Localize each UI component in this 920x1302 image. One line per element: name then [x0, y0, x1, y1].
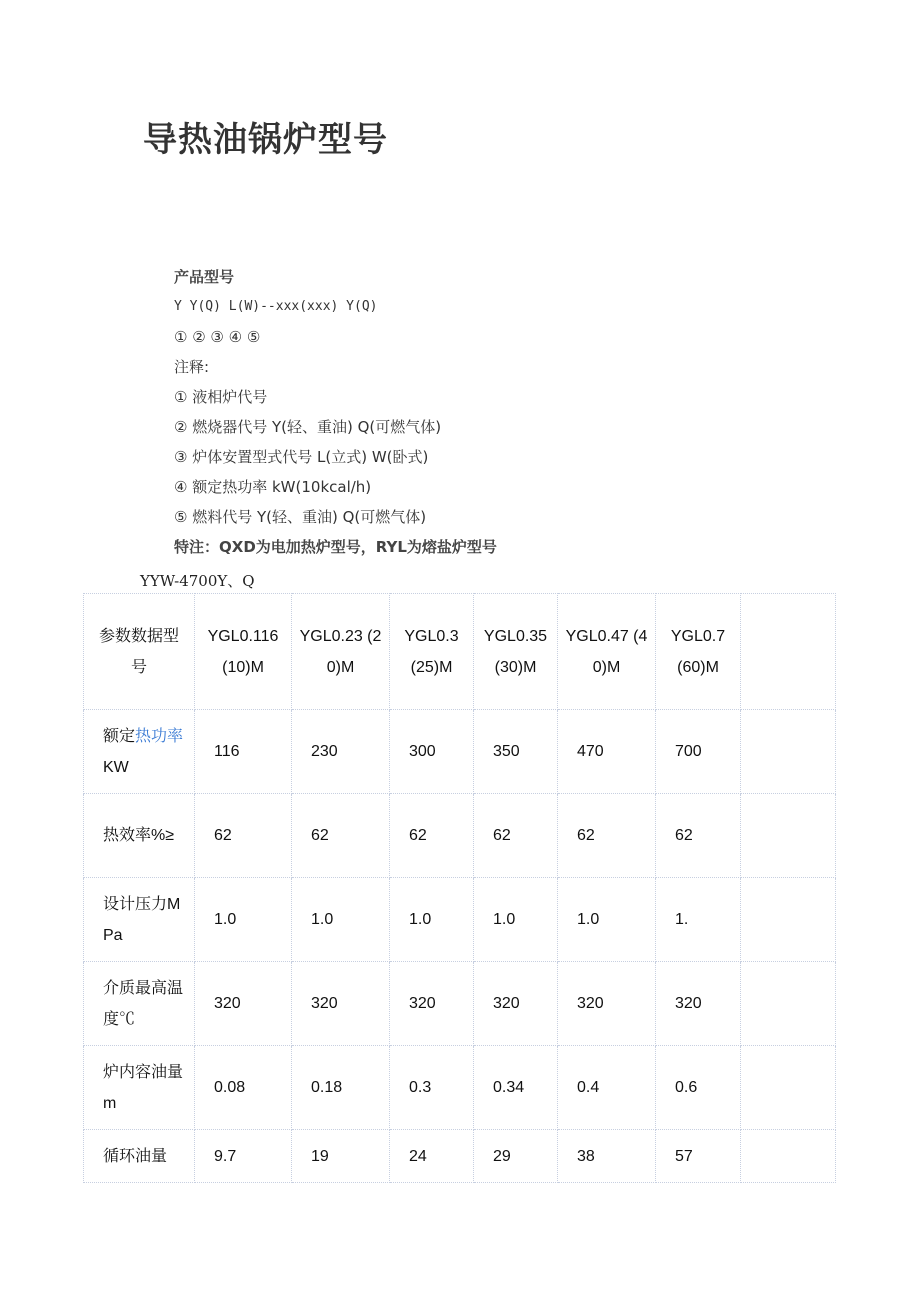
- value-cell: [741, 878, 836, 962]
- value-cell: 320: [474, 962, 558, 1046]
- model-header-cell: YGL0.23 (20)M: [292, 594, 390, 710]
- value-cell: 700: [656, 710, 741, 794]
- value-cell: 19: [292, 1130, 390, 1183]
- table-header-row: [84, 594, 836, 710]
- value-cell: 320: [656, 962, 741, 1046]
- table-row: [84, 962, 836, 1046]
- row-label-cell: 介质最高温度℃: [84, 962, 195, 1046]
- table-row: [84, 878, 836, 962]
- value-cell: 0.34: [474, 1046, 558, 1130]
- value-cell: 38: [558, 1130, 656, 1183]
- value-cell: [741, 794, 836, 878]
- note-item: ⑤ 燃料代号 Y(轻、重油) Q(可燃气体): [174, 508, 427, 526]
- table-row: [84, 710, 836, 794]
- model-pattern: Y Y(Q) L(W)--xxx(xxx) Y(Q): [174, 299, 378, 314]
- note-item: ① 液相炉代号: [174, 388, 268, 406]
- value-cell: 350: [474, 710, 558, 794]
- model-header-cell: YGL0.7 (60)M: [656, 594, 741, 710]
- model-header-cell: YGL0.35 (30)M: [474, 594, 558, 710]
- value-cell: [741, 1046, 836, 1130]
- value-cell: 320: [558, 962, 656, 1046]
- value-cell: [741, 710, 836, 794]
- value-cell: 1.0: [195, 878, 292, 962]
- value-cell: 320: [292, 962, 390, 1046]
- table-row: [84, 1046, 836, 1130]
- page-title: 导热油锅炉型号: [143, 120, 388, 160]
- model-heading: 产品型号: [174, 268, 235, 286]
- value-cell: 0.18: [292, 1046, 390, 1130]
- value-cell: 1.0: [390, 878, 474, 962]
- table-row: [84, 794, 836, 878]
- model-header-cell: YGL0.47 (40)M: [558, 594, 656, 710]
- value-cell: 230: [292, 710, 390, 794]
- value-cell: 320: [195, 962, 292, 1046]
- value-cell: 62: [390, 794, 474, 878]
- value-cell: 62: [292, 794, 390, 878]
- model-header-cell: [741, 594, 836, 710]
- value-cell: [741, 962, 836, 1046]
- row-label-prefix: 额定: [103, 727, 136, 745]
- row-label-cell: 循环油量: [84, 1130, 195, 1183]
- value-cell: 62: [558, 794, 656, 878]
- value-cell: 0.3: [390, 1046, 474, 1130]
- row-label-cell: 炉内容油量 m: [84, 1046, 195, 1130]
- value-cell: 300: [390, 710, 474, 794]
- note-item: ② 燃烧器代号 Y(轻、重油) Q(可燃气体): [174, 418, 442, 436]
- note-item: ④ 额定热功率 kW(10kcal/h): [174, 478, 372, 496]
- value-cell: 24: [390, 1130, 474, 1183]
- row-label-suffix: KW: [103, 758, 129, 776]
- value-cell: 62: [195, 794, 292, 878]
- reference-model: YYW-4700Y、Q: [140, 572, 255, 590]
- thermal-power-link[interactable]: 热功率: [135, 727, 184, 745]
- row-label-cell: 设计压力MPa: [84, 878, 195, 962]
- value-cell: 57: [656, 1130, 741, 1183]
- header-label-cell: 参数数据型号: [84, 594, 195, 710]
- value-cell: [741, 1130, 836, 1183]
- value-cell: 9.7: [195, 1130, 292, 1183]
- parameter-table: [83, 593, 836, 1183]
- value-cell: 1.0: [558, 878, 656, 962]
- value-cell: 1.0: [474, 878, 558, 962]
- model-description: [174, 262, 734, 562]
- row-label-cell: [84, 710, 195, 794]
- value-cell: 29: [474, 1130, 558, 1183]
- note-label: 注释:: [174, 358, 210, 376]
- value-cell: 0.4: [558, 1046, 656, 1130]
- value-cell: 320: [390, 962, 474, 1046]
- value-cell: 116: [195, 710, 292, 794]
- value-cell: 1.0: [292, 878, 390, 962]
- note-item: ③ 炉体安置型式代号 L(立式) W(卧式): [174, 448, 429, 466]
- value-cell: 62: [474, 794, 558, 878]
- special-note: 特注：QXD为电加热炉型号，RYL为熔盐炉型号: [174, 538, 497, 556]
- value-cell: 1.: [656, 878, 741, 962]
- table-row: [84, 1130, 836, 1183]
- value-cell: 0.6: [656, 1046, 741, 1130]
- row-label-cell: 热效率%≥: [84, 794, 195, 878]
- value-cell: 0.08: [195, 1046, 292, 1130]
- value-cell: 62: [656, 794, 741, 878]
- model-header-cell: YGL0.3 (25)M: [390, 594, 474, 710]
- model-header-cell: YGL0.116 (10)M: [195, 594, 292, 710]
- model-markers: ① ② ③ ④ ⑤: [174, 328, 261, 346]
- value-cell: 470: [558, 710, 656, 794]
